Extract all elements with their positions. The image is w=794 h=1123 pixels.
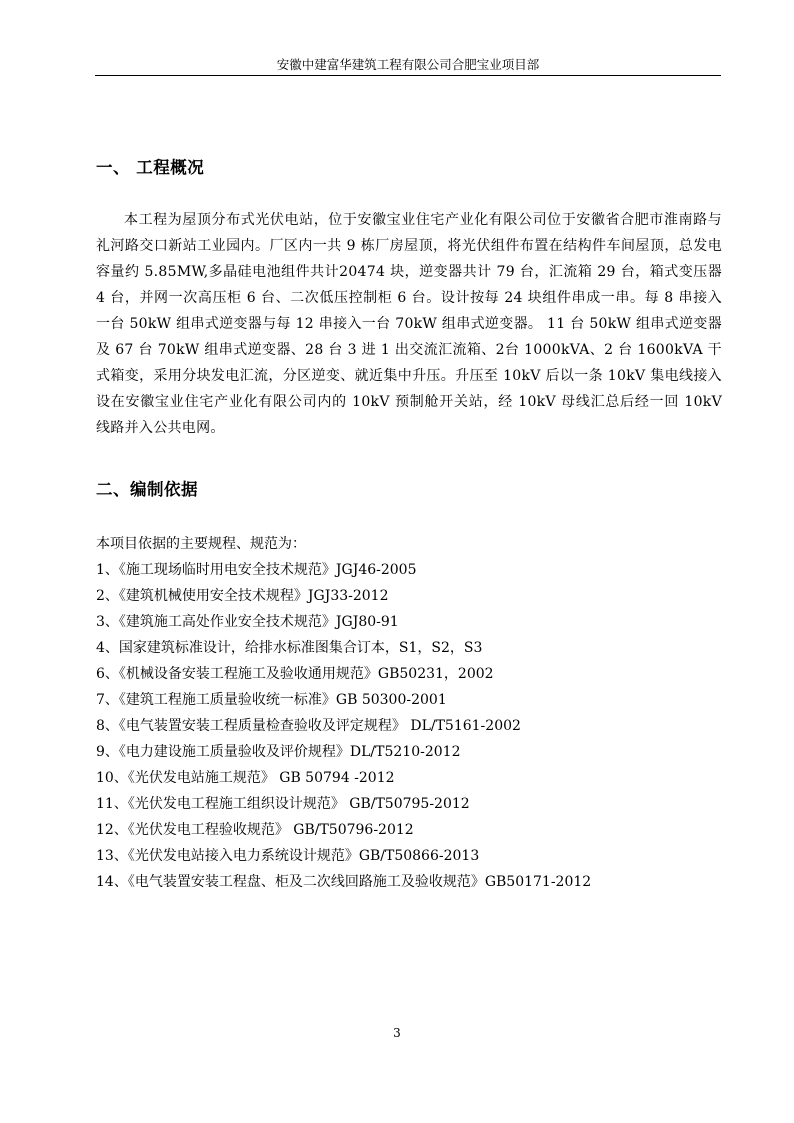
list-item: 10、《光伏发电站施工规范》 GB 50794 -2012 — [96, 770, 395, 786]
list-item: 12、《光伏发电工程验收规范》 GB/T50796-2012 — [96, 822, 414, 838]
list-item: 1、《施工现场临时用电安全技术规范》JGJ46-2005 — [96, 562, 417, 578]
list-item: 14、《电气装置安装工程盘、柜及二次线回路施工及验收规范》GB50171-2012 — [96, 874, 592, 890]
header-divider — [95, 75, 721, 76]
list-item: 7、《建筑工程施工质量验收统一标准》GB 50300-2001 — [96, 692, 447, 708]
list-item: 9、《电力建设施工质量验收及评价规程》DL/T5210-2012 — [96, 744, 461, 760]
section-heading-overview: 一、 工程概况 — [96, 158, 205, 177]
list-item: 11、《光伏发电工程施工组织设计规范》 GB/T50795-2012 — [96, 796, 470, 812]
list-item: 4、国家建筑标准设计，给排水标准图集合订本，S1，S2，S3 — [96, 640, 483, 656]
list-item: 6、《机械设备安装工程施工及验收通用规范》GB50231，2002 — [96, 666, 494, 682]
section-heading-basis: 二、编制依据 — [96, 480, 198, 499]
overview-paragraph: 本工程为屋顶分布式光伏电站，位于安徽宝业住宅产业化有限公司位于安徽省合肥市淮南路与礼河路交口新站工业园内。厂区内一共 9 栋厂房屋顶，将光伏组件布置在结构件车间屋顶，总发电容量约 5.85MW,多晶硅电池组件共计20474 块，逆变器共计 79 台，汇流箱 29 台，箱式变压器 4 台，并网一次高压柜 6 台、二次低压控制柜 6 台。设计按每 24 块组件串成一串。每 8 串接入一台 50kW 组串式逆变器与每 12 串接入一台 70kW 组串式逆变器。 11 台 50kW 组串式逆变器及 67 台 70kW 组串式逆变器、28 台 3 进 1 出交流汇流箱、2台 1000kVA、2 台 1600kVA 干式箱变，采用分块发电汇流，分区逆变、就近集中升压。升压至 10kV 后以一条 10kV 集电线接入设在安徽宝业住宅产业化有限公司内的 10kV 预制舱开关站，经 10kV 母线汇总后经一回 10kV 线路并入公共电网。 — [96, 212, 722, 436]
list-item: 13、《光伏发电站接入电力系统设计规范》GB/T50866-2013 — [96, 848, 480, 864]
list-item: 3、《建筑施工高处作业安全技术规范》JGJ80-91 — [96, 614, 399, 630]
standards-list — [96, 557, 591, 895]
basis-intro: 本项目依据的主要规程、规范为： — [96, 536, 306, 552]
page-number: 3 — [393, 1026, 401, 1040]
list-item: 2、《建筑机械使用安全技术规程》JGJ33-2012 — [96, 588, 389, 604]
list-item: 8、《电气装置安装工程质量检查验收及评定规程》 DL/T5161-2002 — [96, 718, 521, 734]
page-header: 安徽中建富华建筑工程有限公司合肥宝业项目部 — [276, 57, 540, 72]
